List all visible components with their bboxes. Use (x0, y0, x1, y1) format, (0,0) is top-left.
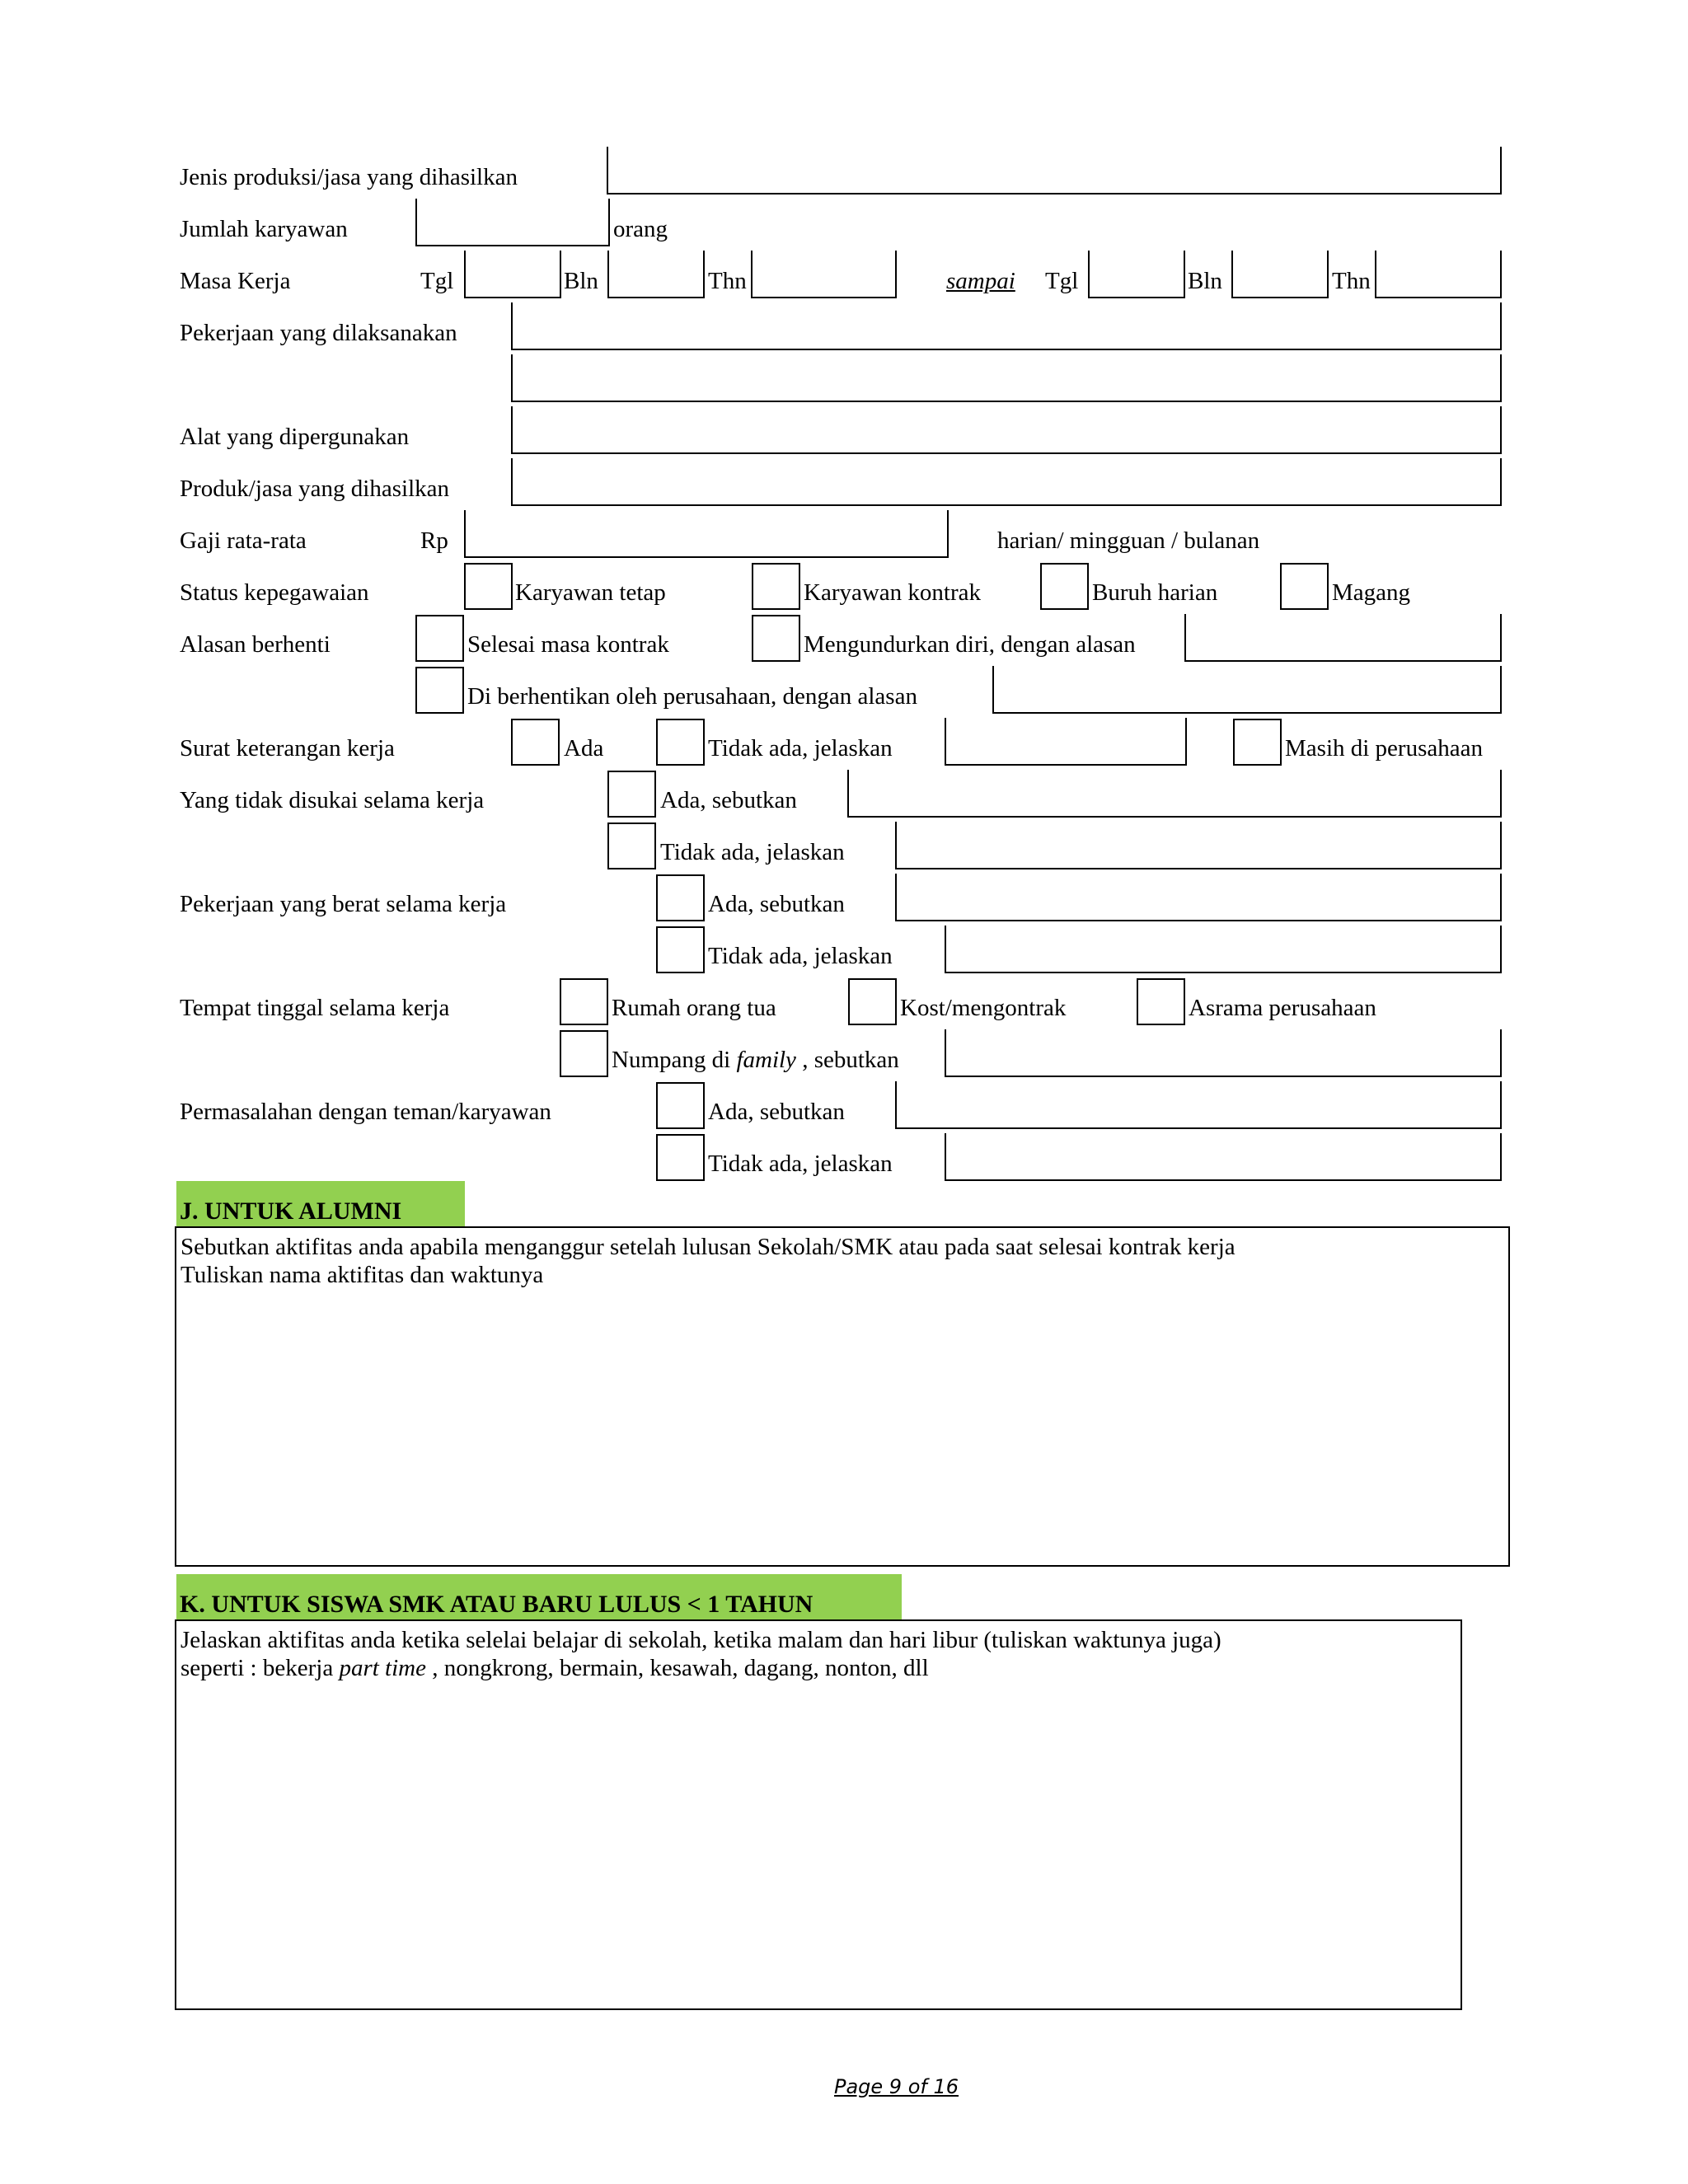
surat-tidak-checkbox[interactable] (656, 719, 705, 766)
alasan-mundur-checkbox[interactable] (752, 615, 800, 662)
surat-label: Surat keterangan kerja (180, 735, 395, 762)
alasan-selesai-label: Selesai masa kontrak (467, 631, 669, 658)
alasan-label: Alasan berhenti (180, 631, 331, 658)
bln-end-field[interactable] (1231, 251, 1329, 298)
thn-end-field[interactable] (1375, 251, 1502, 298)
thn-start-field[interactable] (751, 251, 897, 298)
berat-tidak-field[interactable] (945, 926, 1502, 973)
alasan-diberhentikan-checkbox[interactable] (415, 667, 464, 714)
alasan-diberhentikan-label: Di berhentikan oleh perusahaan, dengan alasan (467, 683, 917, 710)
section-k-title: K. UNTUK SISWA SMK ATAU BARU LULUS < 1 TAHUN (180, 1591, 814, 1618)
produk-field[interactable] (511, 458, 1502, 506)
tgl-end-field[interactable] (1088, 251, 1185, 298)
pekerjaan-field-1[interactable] (511, 302, 1502, 350)
tempat-numpang-label: Numpang di family , sebutkan (612, 1047, 899, 1073)
alat-field[interactable] (511, 406, 1502, 454)
section-j-title: J. UNTUK ALUMNI (180, 1197, 402, 1225)
tgl-end-label: Tgl (1045, 268, 1079, 294)
surat-tidak-field[interactable] (945, 718, 1187, 766)
disukai-tidak-checkbox[interactable] (607, 823, 656, 869)
section-k-instructions: Jelaskan aktifitas anda ketika selelai belajar di sekolah, ketika malam dan hari libur (tuliskan waktunya juga) seperti : bekerja part time , nongkrong, bermain, kesawah, dagang, nonton, dll (181, 1627, 1221, 1681)
status-kontrak-label: Karyawan kontrak (804, 579, 981, 606)
disukai-tidak-field[interactable] (895, 822, 1502, 869)
section-j-answer-box[interactable] (175, 1226, 1510, 1567)
status-magang-checkbox[interactable] (1280, 563, 1329, 610)
disukai-tidak-label: Tidak ada, jelaskan (660, 839, 845, 865)
disukai-ada-field[interactable] (847, 770, 1502, 818)
masalah-tidak-label: Tidak ada, jelaskan (708, 1151, 893, 1177)
pekerjaan-field-2[interactable] (511, 354, 1502, 402)
status-label: Status kepegawaian (180, 579, 369, 606)
page-number: Page 9 of 16 (834, 2075, 959, 2098)
masalah-ada-label: Ada, sebutkan (708, 1099, 845, 1125)
bln-start-field[interactable] (607, 251, 705, 298)
thn-start-label: Thn (708, 268, 747, 294)
sampai-label: sampai (946, 268, 1015, 294)
alasan-diberhentikan-field[interactable] (992, 666, 1502, 714)
berat-ada-checkbox[interactable] (656, 874, 705, 921)
status-tetap-checkbox[interactable] (464, 563, 513, 610)
status-tetap-label: Karyawan tetap (515, 579, 666, 606)
alasan-selesai-checkbox[interactable] (415, 615, 464, 662)
jenis-produksi-label: Jenis produksi/jasa yang dihasilkan (180, 164, 518, 190)
masa-kerja-label: Masa Kerja (180, 268, 291, 294)
gaji-field[interactable] (464, 510, 949, 558)
tempat-asrama-checkbox[interactable] (1137, 978, 1185, 1025)
tempat-rumah-checkbox[interactable] (560, 978, 608, 1025)
tempat-numpang-field[interactable] (945, 1029, 1502, 1077)
alasan-mundur-field[interactable] (1184, 614, 1502, 662)
tempat-tinggal-label: Tempat tinggal selama kerja (180, 995, 450, 1021)
alat-label: Alat yang dipergunakan (180, 424, 410, 450)
permasalahan-label: Permasalahan dengan teman/karyawan (180, 1099, 551, 1125)
gaji-period-label: harian/ mingguan / bulanan (997, 527, 1260, 554)
bln-start-label: Bln (564, 268, 598, 294)
tempat-numpang-checkbox[interactable] (560, 1030, 608, 1077)
tempat-asrama-label: Asrama perusahaan (1189, 995, 1376, 1021)
alasan-mundur-label: Mengundurkan diri, dengan alasan (804, 631, 1136, 658)
tgl-start-field[interactable] (464, 251, 561, 298)
tempat-kost-label: Kost/mengontrak (900, 995, 1067, 1021)
rp-label: Rp (420, 527, 448, 554)
disukai-ada-label: Ada, sebutkan (660, 787, 797, 813)
status-harian-label: Buruh harian (1092, 579, 1218, 606)
surat-ada-label: Ada (564, 735, 604, 762)
masalah-ada-checkbox[interactable] (656, 1082, 705, 1129)
masalah-tidak-checkbox[interactable] (656, 1134, 705, 1181)
produk-label: Produk/jasa yang dihasilkan (180, 476, 450, 502)
jenis-produksi-field[interactable] (607, 147, 1502, 194)
berat-tidak-label: Tidak ada, jelaskan (708, 943, 893, 969)
masalah-tidak-field[interactable] (945, 1133, 1502, 1181)
berat-label: Pekerjaan yang berat selama kerja (180, 891, 507, 917)
gaji-label: Gaji rata-rata (180, 527, 307, 554)
status-harian-checkbox[interactable] (1040, 563, 1089, 610)
surat-ada-checkbox[interactable] (511, 719, 560, 766)
surat-masih-checkbox[interactable] (1233, 719, 1282, 766)
disukai-ada-checkbox[interactable] (607, 771, 656, 818)
jumlah-karyawan-label: Jumlah karyawan (180, 216, 348, 242)
berat-ada-label: Ada, sebutkan (708, 891, 845, 917)
masalah-ada-field[interactable] (895, 1081, 1502, 1129)
section-j-instructions: Sebutkan aktifitas anda apabila menganggur setelah lulusan Sekolah/SMK atau pada saat selesai kontrak kerja Tuliskan nama aktifitas dan waktunya (181, 1234, 1236, 1288)
berat-tidak-checkbox[interactable] (656, 926, 705, 973)
status-kontrak-checkbox[interactable] (752, 563, 800, 610)
tgl-start-label: Tgl (420, 268, 454, 294)
jumlah-karyawan-field[interactable] (415, 199, 610, 246)
surat-tidak-label: Tidak ada, jelaskan (708, 735, 893, 762)
tidak-disukai-label: Yang tidak disukai selama kerja (180, 787, 485, 813)
section-k-answer-box[interactable] (175, 1619, 1462, 2010)
orang-label: orang (613, 216, 668, 242)
surat-masih-label: Masih di perusahaan (1285, 735, 1483, 762)
status-magang-label: Magang (1332, 579, 1411, 606)
tempat-kost-checkbox[interactable] (848, 978, 897, 1025)
tempat-rumah-label: Rumah orang tua (612, 995, 776, 1021)
thn-end-label: Thn (1332, 268, 1371, 294)
berat-ada-field[interactable] (895, 874, 1502, 921)
bln-end-label: Bln (1188, 268, 1222, 294)
pekerjaan-label: Pekerjaan yang dilaksanakan (180, 320, 457, 346)
